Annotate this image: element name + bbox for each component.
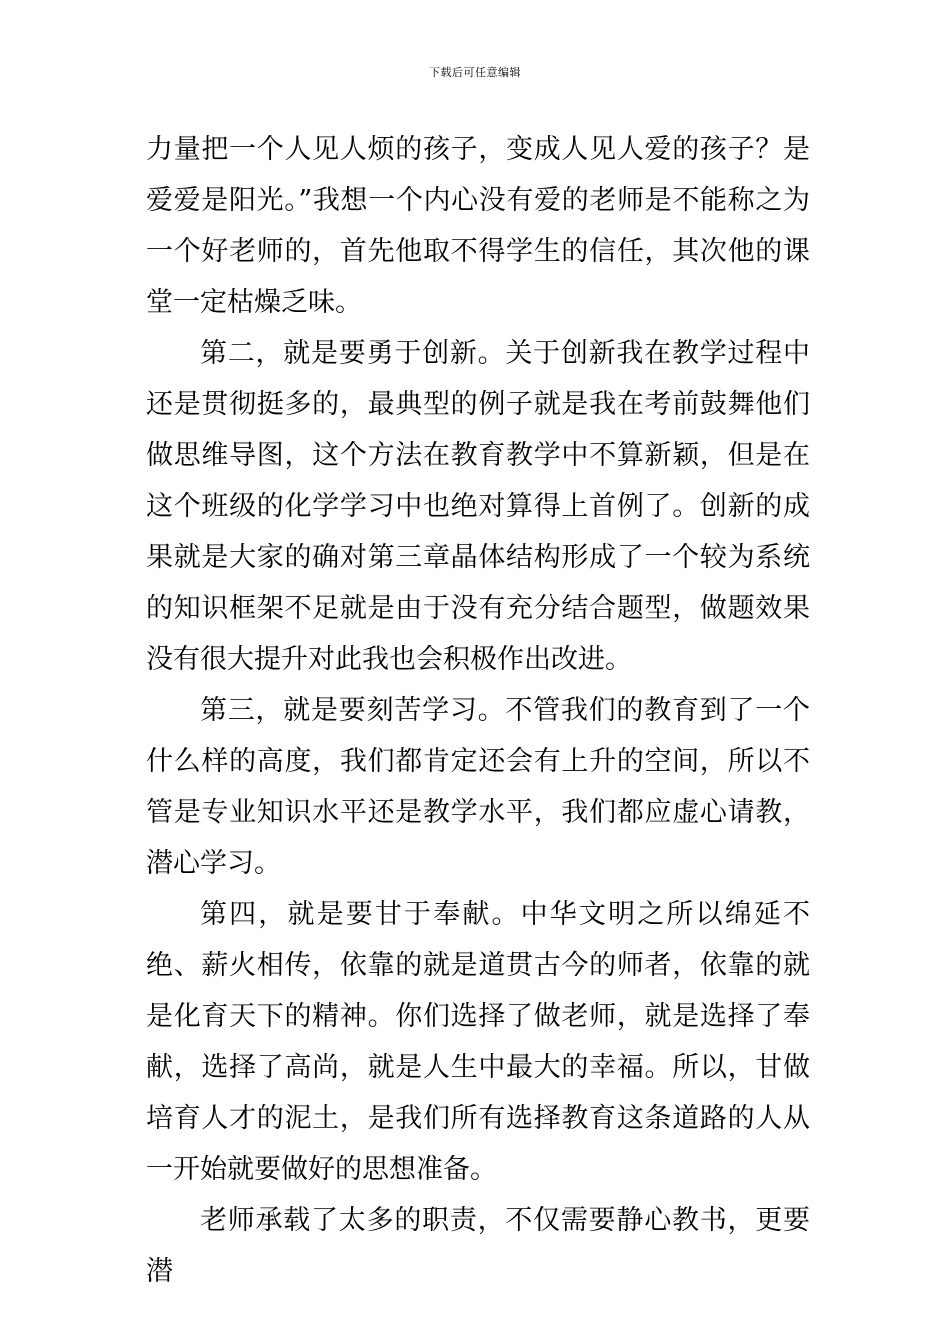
- paragraph-1: 力量把一个人见人烦的孩子，变成人见人爱的孩子？是爱爱是阳光。”我想一个内心没有爱的老师是不能称之为一个好老师的，首先他取不得学生的信任，其次他的课堂一定枯燥乏味。: [146, 134, 810, 318]
- page-header: 下载后可任意编辑: [429, 66, 521, 79]
- paragraph-3: 第三，就是要刻苦学习。不管我们的教育到了一个什么样的高度，我们都肯定还会有上升的空间，所以不管是专业知识水平还是教学水平，我们都应虚心请教，潜心学习。: [146, 695, 810, 879]
- paragraph-5: 老师承载了太多的职责，不仅需要静心教书，更要潜: [146, 1205, 810, 1287]
- document-body: [146, 124, 810, 1297]
- paragraph-4: 第四，就是要甘于奉献。中华文明之所以绵延不绝、薪火相传，依靠的就是道贯古今的师者，依靠的就是化育天下的精神。你们选择了做老师，就是选择了奉献，选择了高尚，就是人生中最大的幸福。所以，甘做培育人才的泥土，是我们所有选择教育这条道路的人从一开始就要做好的思想准备。: [146, 899, 810, 1185]
- paragraph-2: 第二，就是要勇于创新。关于创新我在教学过程中还是贯彻挺多的，最典型的例子就是我在考前鼓舞他们做思维导图，这个方法在教育教学中不算新颖，但是在这个班级的化学学习中也绝对算得上首例了。创新的成果就是大家的确对第三章晶体结构形成了一个较为系统的知识框架不足就是由于没有充分结合题型，做题效果没有很大提升对此我也会积极作出改进。: [146, 338, 810, 675]
